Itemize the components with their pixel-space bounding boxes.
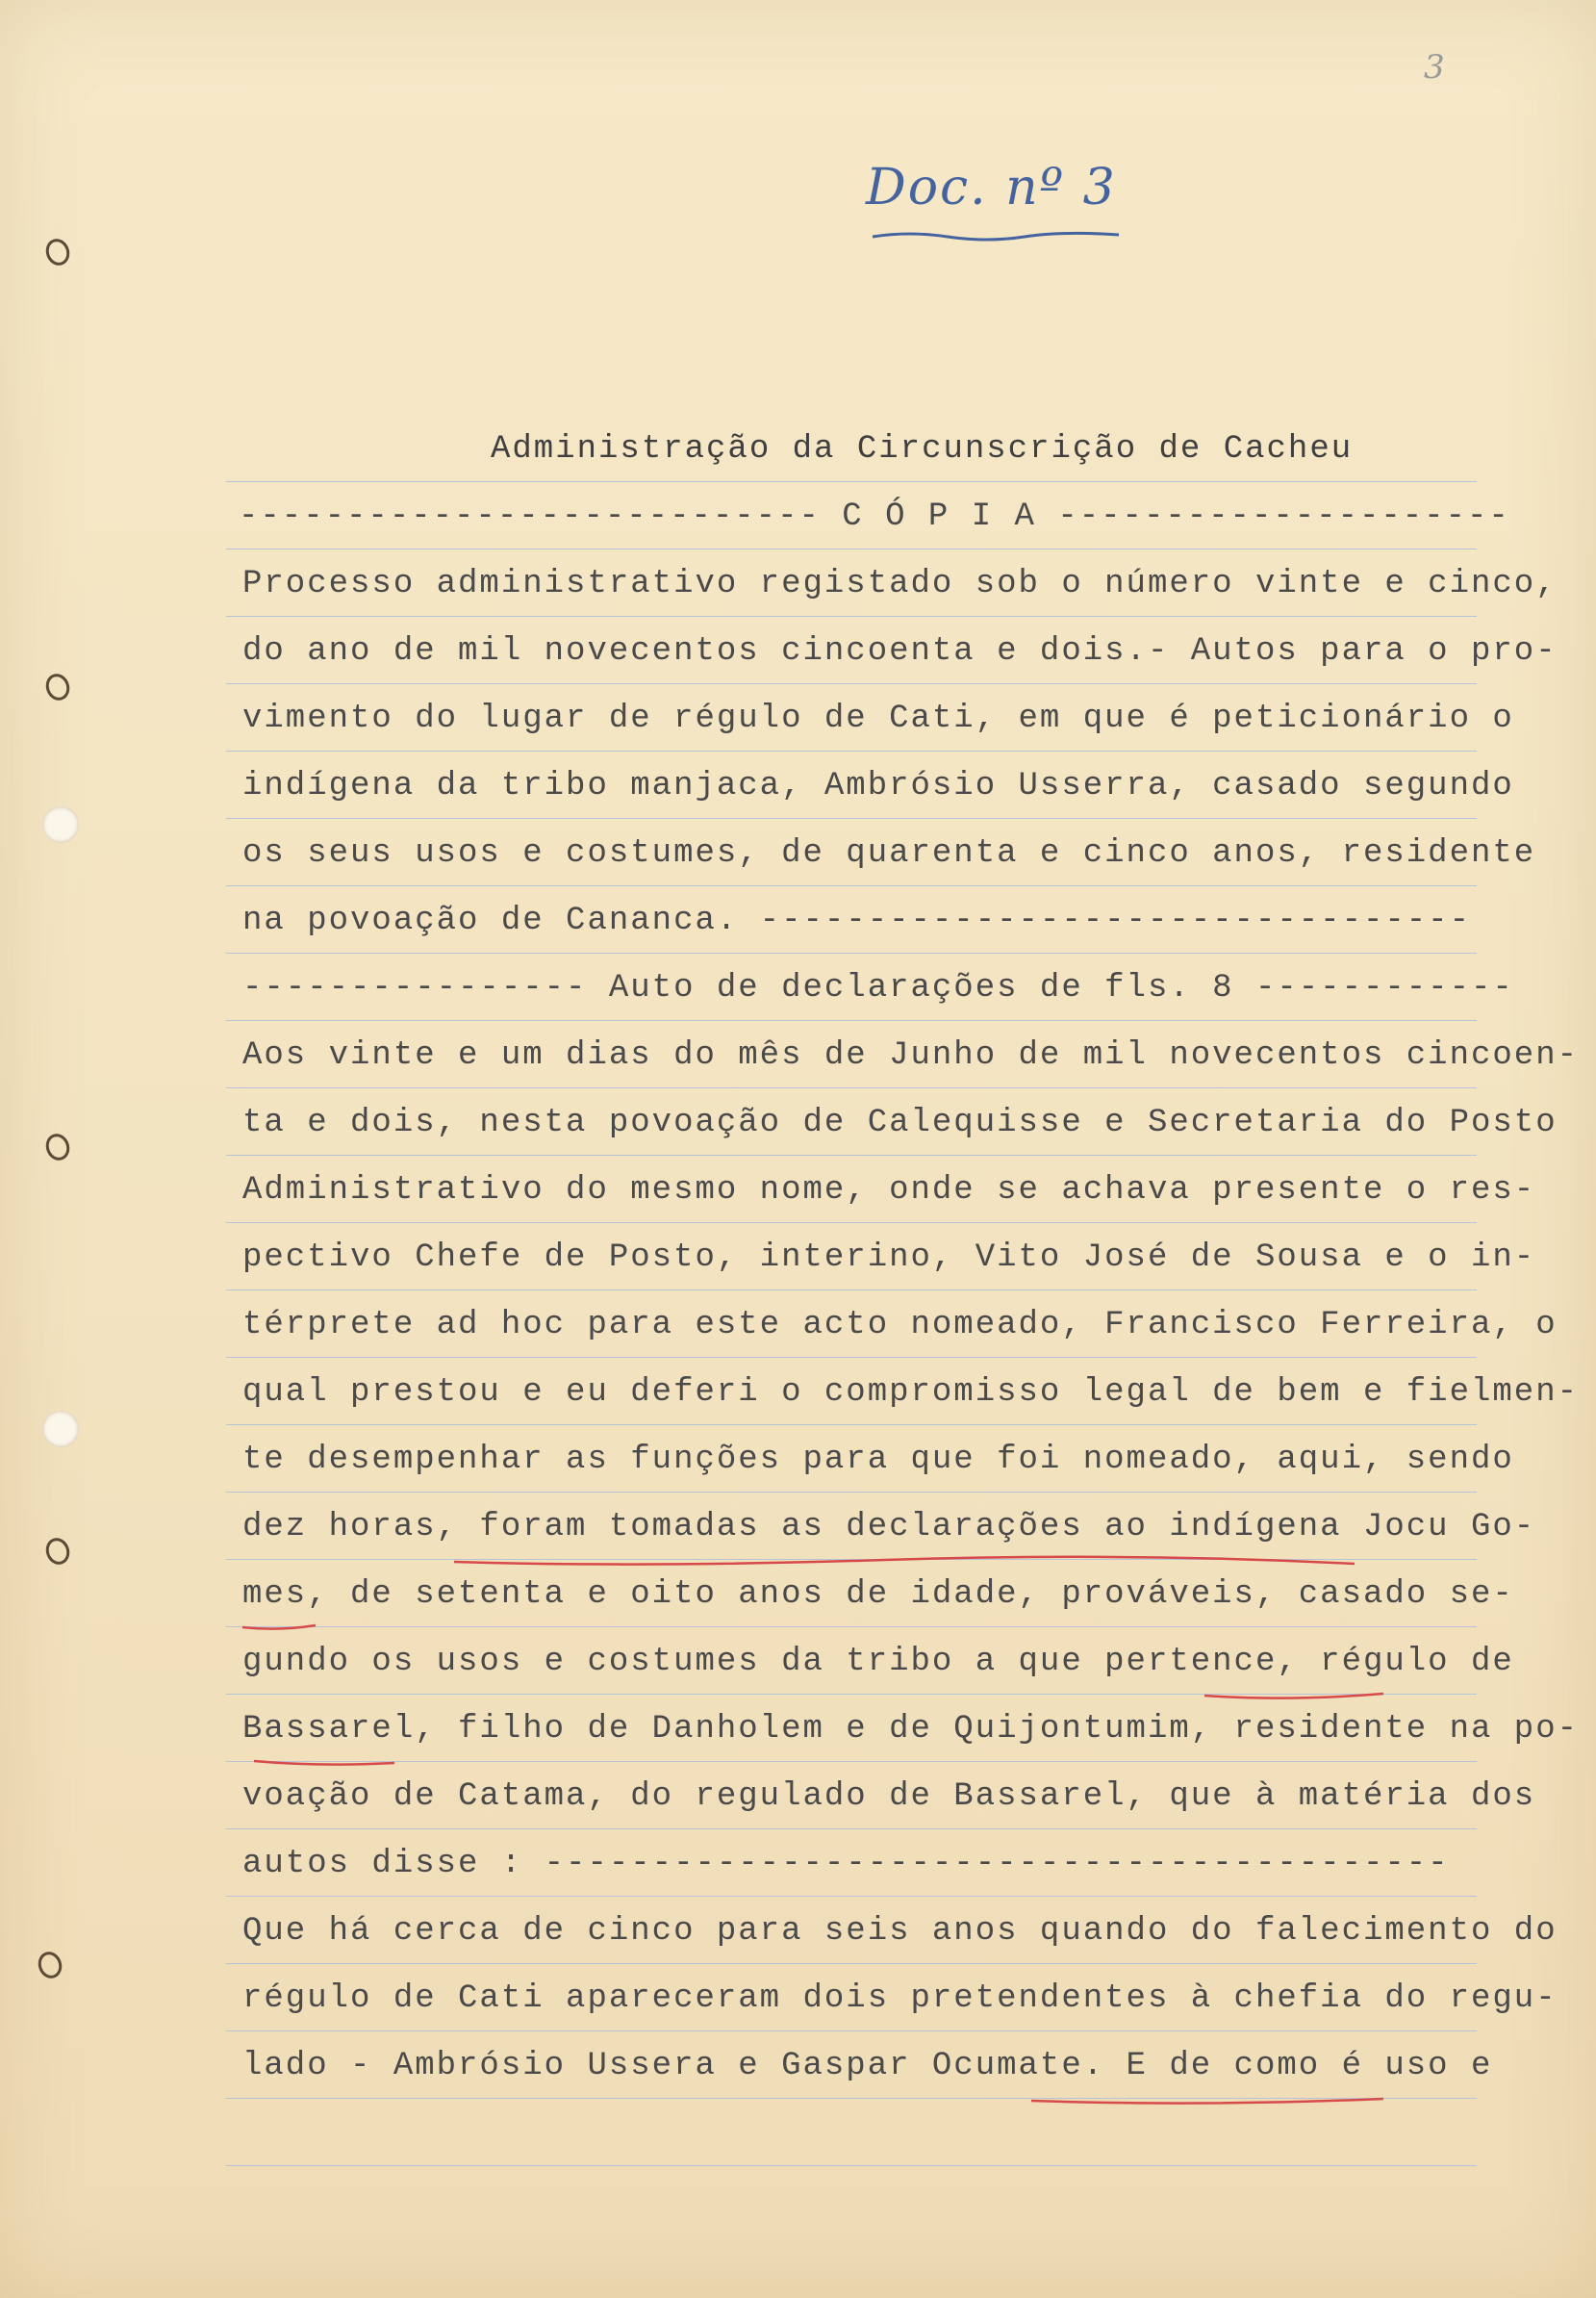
text-line: mes, de setenta e oito anos de idade, prováveis, casado se- [242,1576,1514,1613]
ruled-line [226,2165,1477,2166]
red-underline-icon [252,1755,396,1771]
page-title: Administração da Circunscrição de Cacheu [491,431,1354,468]
ruled-line [226,1963,1477,1964]
text-line: Processo administrativo registado sob o número vinte e cinco, [242,566,1558,602]
text-line: te desempenhar as funções para que foi nomeado, aqui, sendo [242,1442,1514,1478]
ruled-line [226,953,1477,954]
text-line: os seus usos e costumes, de quarenta e cinco anos, residente [242,835,1536,872]
text-line: autos disse : ------------------------------------------ [242,1846,1450,1882]
ruled-line [226,1357,1477,1358]
ruled-line [226,1896,1477,1897]
text-line: régulo de Cati apareceram dois pretendentes à chefia do regu- [242,1980,1558,2017]
ruled-line [226,1289,1477,1290]
ruled-line [226,1492,1477,1493]
punch-mark-icon [42,671,73,704]
ruled-line [226,683,1477,684]
ruled-line [226,2030,1477,2031]
text-line: do ano de mil novecentos cincoenta e dois.- Autos para o pro- [242,633,1558,670]
punch-mark-icon [42,236,73,269]
binder-hole [42,1411,79,1447]
text-line: térprete ad hoc para este acto nomeado, Francisco Ferreira, o [242,1307,1558,1343]
copy-header: --------------------------- C Ó P I A --------------------- [239,498,1510,535]
punch-mark-icon [42,1535,73,1569]
text-line: vimento do lugar de régulo de Cati, em que é peticionário o [242,701,1514,737]
ruled-line [226,1222,1477,1223]
ruled-line [226,1626,1477,1627]
handwritten-doc-label: Doc. nº 3 [866,159,1117,217]
ruled-line [226,616,1477,617]
ruled-line [226,1828,1477,1829]
ruled-line [226,1424,1477,1425]
punch-mark-icon [42,1131,73,1164]
text-line: ta e dois, nesta povoação de Calequisse e Secretaria do Posto [242,1105,1558,1141]
ruled-line [226,1155,1477,1156]
ruled-line [226,885,1477,886]
red-underline-icon [241,1620,317,1635]
text-line: Que há cerca de cinco para seis anos quando do falecimento do [242,1913,1558,1950]
ruled-line [226,818,1477,819]
text-line: Bassarel, filho de Danholem e de Quijontumim, residente na po- [242,1711,1580,1748]
text-line: pectivo Chefe de Posto, interino, Vito José de Sousa e o in- [242,1239,1536,1276]
ruled-line [226,481,1477,482]
ruled-line [226,1087,1477,1088]
red-underline-icon [1203,1688,1385,1703]
text-line: lado - Ambrósio Ussera e Gaspar Ocumate. E de como é uso e [242,2048,1493,2084]
binder-hole [42,806,79,843]
text-line: qual prestou e eu deferi o compromisso legal de bem e fielmen- [242,1374,1580,1411]
text-line: Administrativo do mesmo nome, onde se achava presente o res- [242,1172,1536,1209]
red-underline-icon [452,1554,1356,1573]
ruled-line [226,751,1477,752]
doc-label-underline-icon [871,229,1121,243]
punch-mark-icon [35,1949,65,1982]
text-line: na povoação de Cananca. --------------------------------- [242,903,1471,939]
text-line: gundo os usos e costumes da tribo a que pertence, régulo de [242,1644,1514,1680]
ruled-line [226,1761,1477,1762]
text-line: ---------------- Auto de declarações de fls. 8 ------------ [242,970,1514,1007]
page-number-pencil: 3 [1424,48,1445,87]
red-underline-icon [1029,2093,1385,2110]
text-line: indígena da tribo manjaca, Ambrósio Usserra, casado segundo [242,768,1514,804]
text-line: voação de Catama, do regulado de Bassarel, que à matéria dos [242,1778,1536,1815]
ruled-line [226,1020,1477,1021]
text-line: Aos vinte e um dias do mês de Junho de mil novecentos cincoen- [242,1037,1580,1074]
text-line: dez horas, foram tomadas as declarações ao indígena Jocu Go- [242,1509,1536,1545]
